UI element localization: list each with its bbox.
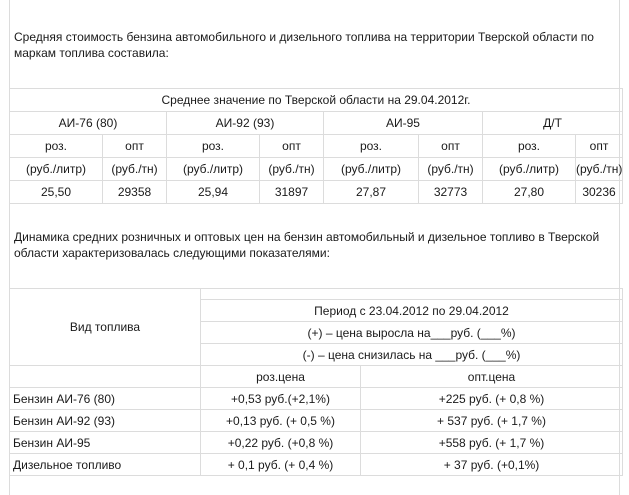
subheader-cell: опт [260, 135, 324, 158]
fuel-name: Бензин АИ-92 (93) [10, 410, 201, 432]
table-row [10, 410, 623, 432]
unit-cell: (руб./литр) [483, 158, 576, 181]
unit-cell: (руб./тн) [103, 158, 167, 181]
unit-cell: (руб./тн) [576, 158, 623, 181]
spacer-cell [201, 289, 623, 300]
wholesale-change: +225 руб. (+ 0,8 %) [361, 388, 623, 410]
retail-header: роз.цена [201, 366, 361, 388]
unit-cell: (руб./литр) [324, 158, 419, 181]
wholesale-header: опт.цена [361, 366, 623, 388]
fuel-name: Бензин АИ-95 [10, 432, 201, 454]
subheader-cell: роз. [167, 135, 260, 158]
empty-cell [10, 366, 201, 388]
period-header: Период с 23.04.2012 по 29.04.2012 [201, 300, 623, 322]
price-value: 30236 [576, 181, 623, 204]
price-value: 31897 [260, 181, 324, 204]
wholesale-change: + 37 руб. (+0,1%) [361, 454, 623, 476]
dynamics-table [9, 288, 623, 476]
intro-paragraph: Средняя стоимость бензина автомобильного и дизельного топлива на территории Тверской области по маркам топлива составила: [14, 30, 594, 60]
unit-cell: (руб./тн) [260, 158, 324, 181]
fuel-header-ai95: АИ-95 [324, 112, 483, 135]
fuel-header-ai92: АИ-92 (93) [167, 112, 324, 135]
subheader-cell: опт [103, 135, 167, 158]
price-value: 29358 [103, 181, 167, 204]
subheader-cell: роз. [483, 135, 576, 158]
price-value: 25,94 [167, 181, 260, 204]
unit-cell: (руб./тн) [419, 158, 483, 181]
table-row [10, 432, 623, 454]
subheader-cell: роз. [324, 135, 419, 158]
price-value: 27,87 [324, 181, 419, 204]
unit-cell: (руб./литр) [167, 158, 260, 181]
dynamics-paragraph: Динамика средних розничных и оптовых цен на бензин автомобильный и дизельное топливо в Тверской области характеризовалась следующими показателями: [14, 230, 600, 260]
retail-change: +0,13 руб. (+ 0,5 %) [201, 410, 361, 432]
wholesale-change: +558 руб. (+ 1,7 %) [361, 432, 623, 454]
unit-cell: (руб./литр) [10, 158, 103, 181]
legend-price-up: (+) – цена выросла на___руб. (___%) [201, 322, 623, 344]
retail-change: + 0,1 руб. (+ 0,4 %) [201, 454, 361, 476]
fuel-header-dt: Д/Т [483, 112, 623, 135]
price-value: 32773 [419, 181, 483, 204]
price-value: 27,80 [483, 181, 576, 204]
legend-price-down: (-) – цена снизилась на ___руб. (___%) [201, 344, 623, 366]
fuel-name: Бензин АИ-76 (80) [10, 388, 201, 410]
price-value: 25,50 [10, 181, 103, 204]
retail-change: +0,22 руб. (+0,8 %) [201, 432, 361, 454]
table-row [10, 454, 623, 476]
prices-table-title: Среднее значение по Тверской области на 29.04.2012г. [10, 89, 623, 112]
fuel-header-ai76: АИ-76 (80) [10, 112, 167, 135]
retail-change: +0,53 руб.(+2,1%) [201, 388, 361, 410]
document-frame [9, 0, 623, 495]
subheader-cell: опт [419, 135, 483, 158]
wholesale-change: + 537 руб. (+ 1,7 %) [361, 410, 623, 432]
fuel-name: Дизельное топливо [10, 454, 201, 476]
subheader-cell: опт [576, 135, 623, 158]
prices-table [9, 88, 623, 204]
fuel-type-header: Вид топлива [10, 289, 201, 366]
table-row [10, 388, 623, 410]
subheader-cell: роз. [10, 135, 103, 158]
